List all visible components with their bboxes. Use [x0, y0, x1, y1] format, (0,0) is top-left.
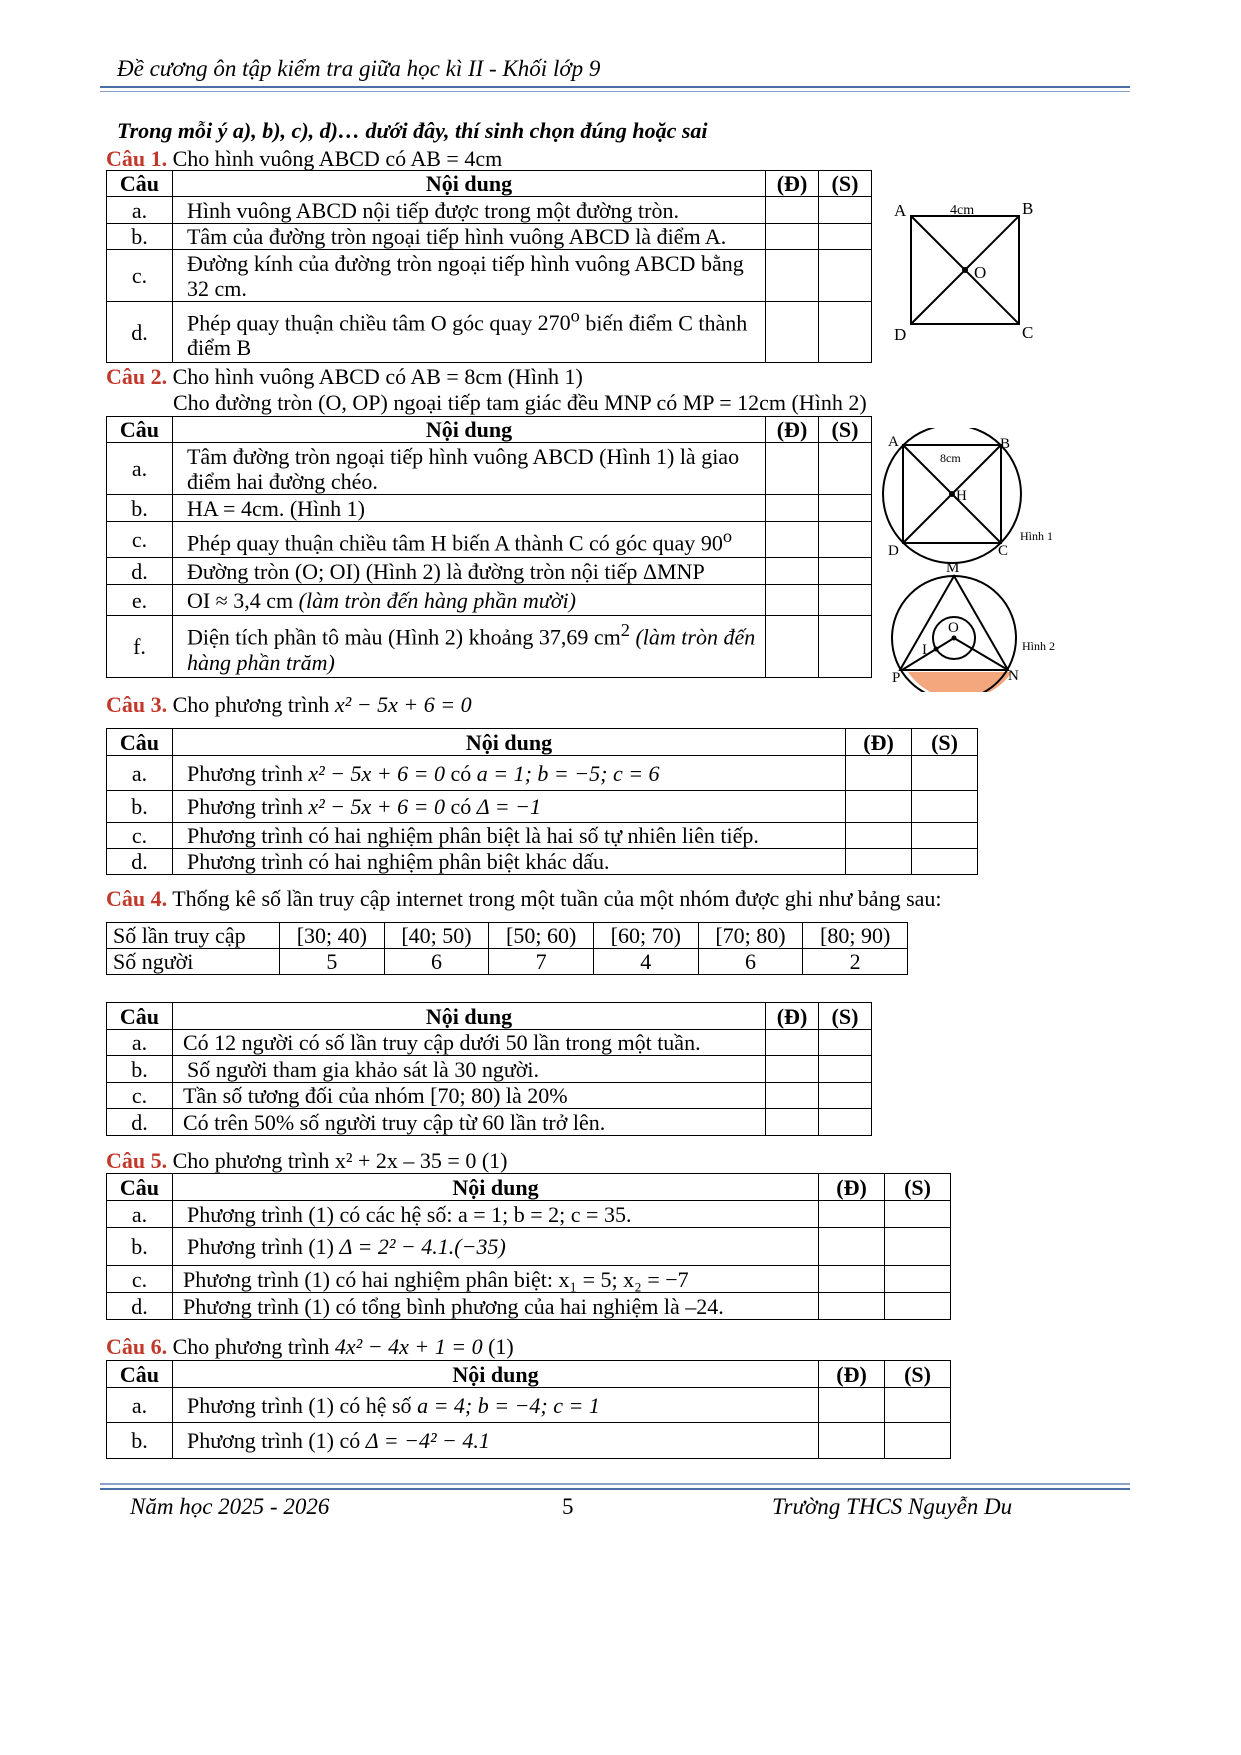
footer-school-name: Trường THCS Nguyễn Du — [772, 1494, 1013, 1519]
answer-false-cell[interactable] — [885, 1293, 951, 1320]
question-1-table — [106, 170, 872, 363]
table-row: c. Phương trình có hai nghiệm phân biệt là hai số tự nhiên liên tiếp. — [107, 823, 978, 849]
answer-true-cell[interactable] — [819, 1423, 885, 1459]
question-5-table: Câu Nội dung (Đ) (S) a. Phương trình (1) có các hệ số: a = 1; b = 2; c = 35. b. Phương trình (1) Δ = 2² − 4.1.(−35) c. Phương trình (1) có hai nghiệm phân biệt: x₁ = 5; x₂ = −7 d. Phương trình (1) có tổng bình phương của hai nghiệm là –24. — [106, 1173, 951, 1320]
answer-true-cell[interactable] — [766, 1056, 819, 1083]
table-row: a. Phương trình (1) có các hệ số: a = 1; b = 2; c = 35. — [107, 1201, 951, 1228]
answer-false-cell[interactable] — [819, 1056, 872, 1083]
table-row: b. Số người tham gia khảo sát là 30 người. — [107, 1056, 872, 1083]
table-row: d. Phép quay thuận chiều tâm O góc quay 270$^o$ biến điểm C thành điểm B — [107, 302, 872, 363]
question-4-title: Câu 4. Thống kê số lần truy cập internet trong một tuần của một nhóm được ghi như bảng sau: — [106, 886, 942, 911]
svg-text:I: I — [922, 642, 927, 658]
question-3-table: Câu Nội dung (Đ) (S) a. Phương trình x² − 5x + 6 = 0 có a = 1; b = −5; c = 6 b. Phương trình x² − 5x + 6 = 0 có Δ = −1 c. Phương trình có hai nghiệm phân biệt là hai số tự nhiên liên tiếp. d. Phương trình có hai nghiệm phân biệt khác dấu. — [106, 728, 978, 875]
answer-true-cell[interactable] — [819, 1266, 885, 1293]
svg-text:H: H — [956, 488, 967, 504]
answer-true-cell[interactable] — [819, 1388, 885, 1423]
question-6-table: Câu Nội dung (Đ) (S) a. Phương trình (1) có hệ số a = 4; b = −4; c = 1 b. Phương trình (1) có Δ = −4² − 4.1 — [106, 1360, 951, 1459]
table-row: a. Tâm đường tròn ngoại tiếp hình vuông ABCD (Hình 1) là giao điểm hai đường chéo. — [107, 443, 872, 495]
point-label: O — [974, 263, 987, 282]
figure-hinh-1 — [876, 428, 1066, 566]
answer-true-cell[interactable] — [766, 1109, 819, 1136]
instruction: Trong mỗi ý a), b), c), d)… dưới đây, thí sinh chọn đúng hoặc sai — [117, 118, 708, 143]
answer-true-cell[interactable] — [846, 791, 912, 823]
svg-text:Hình 2: Hình 2 — [1022, 639, 1055, 653]
answer-true-cell[interactable] — [766, 443, 819, 495]
answer-true-cell[interactable] — [766, 495, 819, 522]
col-dung: (Đ) — [766, 171, 819, 197]
svg-text:Hình 1: Hình 1 — [1020, 529, 1053, 543]
answer-false-cell[interactable] — [819, 495, 872, 522]
svg-text:8cm: 8cm — [940, 451, 961, 465]
answer-false-cell[interactable] — [885, 1266, 951, 1293]
table-row: d. Đường tròn (O; OI) (Hình 2) là đường tròn nội tiếp ΔMNP — [107, 558, 872, 585]
answer-false-cell[interactable] — [819, 558, 872, 585]
question-5-title: Câu 5. Cho phương trình x² + 2x – 35 = 0 (1) — [106, 1148, 508, 1173]
figure-hinh-2 — [886, 562, 1066, 692]
table-row: d. Phương trình có hai nghiệm phân biệt khác dấu. — [107, 849, 978, 875]
footer-rule — [100, 1483, 1130, 1485]
point-label: B — [1022, 199, 1034, 218]
col-sai: (S) — [819, 171, 872, 197]
point-label: D — [894, 325, 907, 344]
answer-true-cell[interactable] — [766, 585, 819, 616]
answer-false-cell[interactable] — [819, 197, 872, 224]
answer-true-cell[interactable] — [846, 756, 912, 791]
table-row: a. Phương trình x² − 5x + 6 = 0 có a = 1; b = −5; c = 6 — [107, 756, 978, 791]
answer-true-cell[interactable] — [766, 558, 819, 585]
answer-true-cell[interactable] — [766, 1030, 819, 1056]
svg-text:M: M — [946, 562, 960, 576]
question-6-title: Câu 6. Cho phương trình 4x² − 4x + 1 = 0 (1) — [106, 1334, 514, 1359]
header-rule-thin — [100, 91, 1130, 92]
answer-true-cell[interactable] — [766, 616, 819, 678]
answer-false-cell[interactable] — [819, 616, 872, 678]
svg-text:B: B — [1000, 436, 1011, 452]
answer-true-cell[interactable] — [766, 1083, 819, 1109]
table-row: f. Diện tích phần tô màu (Hình 2) khoảng 37,69 $cm^2$ (làm tròn đến hàng phần trăm) — [107, 616, 872, 678]
answer-true-cell[interactable] — [766, 522, 819, 558]
answer-true-cell[interactable] — [846, 823, 912, 849]
answer-false-cell[interactable] — [912, 823, 978, 849]
svg-text:C: C — [998, 543, 1009, 559]
question-2-table: Câu Nội dung (Đ) (S) a. Tâm đường tròn ngoại tiếp hình vuông ABCD (Hình 1) là giao điểm hai đường chéo. b. HA = 4cm. (Hình 1) c. Phép quay thuận chiều tâm H biến A thành C có góc quay 90$^o$ d. Đường tròn (O; OI) (Hình 2) là đường tròn nội tiếp ΔMNP e. OI ≈ 3,4 cm (làm tròn đến hàng phần mười) f. Diện tích phần tô màu (Hình 2) khoảng 37,69 $cm^2$ (làm tròn đến hàng phần trăm) — [106, 416, 872, 678]
col-cau: Câu — [107, 171, 173, 197]
question-label: Câu 1. — [106, 146, 168, 171]
answer-true-cell[interactable] — [819, 1293, 885, 1320]
answer-false-cell[interactable] — [819, 1109, 872, 1136]
answer-false-cell[interactable] — [885, 1423, 951, 1459]
side-label: 4cm — [950, 203, 975, 218]
answer-false-cell[interactable] — [819, 1083, 872, 1109]
answer-false-cell[interactable] — [819, 522, 872, 558]
answer-true-cell[interactable] — [819, 1228, 885, 1266]
table-row: c. Đường kính của đường tròn ngoại tiếp hình vuông ABCD bằng 32 cm. — [107, 250, 872, 302]
page-number: 5 — [562, 1494, 574, 1519]
table-row: a. Phương trình (1) có hệ số a = 4; b = −4; c = 1 — [107, 1388, 951, 1423]
question-1-title — [106, 146, 502, 172]
answer-false-cell[interactable] — [819, 250, 872, 302]
table-row: b. HA = 4cm. (Hình 1) — [107, 495, 872, 522]
question-text: Cho hình vuông ABCD có AB = 4cm — [172, 146, 503, 171]
table-row: a. Hình vuông ABCD nội tiếp được trong một đường tròn. — [107, 197, 872, 224]
table-row: d. Phương trình (1) có tổng bình phương của hai nghiệm là –24. — [107, 1293, 951, 1320]
question-3-title: Câu 3. Cho phương trình x² − 5x + 6 = 0 — [106, 692, 472, 717]
answer-false-cell[interactable] — [912, 849, 978, 875]
answer-false-cell[interactable] — [885, 1228, 951, 1266]
table-row: a. Có 12 người có số lần truy cập dưới 50 lần trong một tuần. — [107, 1030, 872, 1056]
answer-true-cell[interactable] — [766, 224, 819, 250]
answer-false-cell[interactable] — [885, 1201, 951, 1228]
svg-text:P: P — [892, 670, 901, 686]
table-row: c. Phương trình (1) có hai nghiệm phân biệt: x₁ = 5; x₂ = −7 — [107, 1266, 951, 1293]
answer-true-cell[interactable] — [766, 302, 819, 363]
svg-text:D: D — [888, 543, 899, 559]
answer-true-cell[interactable] — [766, 250, 819, 302]
header-rule — [100, 86, 1130, 88]
answer-false-cell[interactable] — [912, 791, 978, 823]
answer-false-cell[interactable] — [885, 1388, 951, 1423]
frequency-table: Số lần truy cập [30; 40) [40; 50) [50; 60) [60; 70) [70; 80) [80; 90) Số người 5 6 7 4 6 2 — [106, 922, 908, 975]
question-4-table: Câu Nội dung (Đ) (S) a. Có 12 người có số lần truy cập dưới 50 lần trong một tuần. b. Số người tham gia khảo sát là 30 người. c. Tần số tương đối của nhóm [70; 80) là 20% d. Có trên 50% số người truy cập từ 60 lần trở lên. — [106, 1002, 872, 1136]
footer-rule-2 — [100, 1488, 1130, 1490]
answer-false-cell[interactable] — [819, 1030, 872, 1056]
table-row: b. Phương trình x² − 5x + 6 = 0 có Δ = −1 — [107, 791, 978, 823]
answer-true-cell[interactable] — [846, 849, 912, 875]
answer-true-cell[interactable] — [819, 1201, 885, 1228]
question-2-title: Câu 2. Cho hình vuông ABCD có AB = 8cm (Hình 1) — [106, 364, 583, 389]
table-row: c. Phép quay thuận chiều tâm H biến A thành C có góc quay 90$^o$ — [107, 522, 872, 558]
question-2-subtitle: Cho đường tròn (O, OP) ngoại tiếp tam giác đều MNP có MP = 12cm (Hình 2) — [173, 390, 867, 415]
answer-false-cell[interactable] — [819, 585, 872, 616]
table-row: c. Tần số tương đối của nhóm [70; 80) là 20% — [107, 1083, 872, 1109]
page-header-title: Đề cương ôn tập kiểm tra giữa học kì II - Khối lớp 9 — [117, 56, 601, 81]
point-label: A — [894, 201, 907, 220]
col-noidung: Nội dung — [172, 171, 765, 197]
svg-text:O: O — [948, 620, 959, 636]
point-label: C — [1022, 323, 1034, 342]
figure-square-1 — [886, 196, 1046, 346]
table-row: b. Phương trình (1) Δ = 2² − 4.1.(−35) — [107, 1228, 951, 1266]
table-row: d. Có trên 50% số người truy cập từ 60 lần trở lên. — [107, 1109, 872, 1136]
table-row: b. Phương trình (1) có Δ = −4² − 4.1 — [107, 1423, 951, 1459]
table-row: b. Tâm của đường tròn ngoại tiếp hình vuông ABCD là điểm A. — [107, 224, 872, 250]
answer-false-cell[interactable] — [912, 756, 978, 791]
svg-text:N: N — [1008, 668, 1019, 684]
answer-true-cell[interactable] — [766, 197, 819, 224]
answer-false-cell[interactable] — [819, 443, 872, 495]
answer-false-cell[interactable] — [819, 302, 872, 363]
table-row: e. OI ≈ 3,4 cm (làm tròn đến hàng phần mười) — [107, 585, 872, 616]
answer-false-cell[interactable] — [819, 224, 872, 250]
footer-school-year: Năm học 2025 - 2026 — [130, 1494, 330, 1519]
svg-text:A: A — [888, 434, 899, 450]
